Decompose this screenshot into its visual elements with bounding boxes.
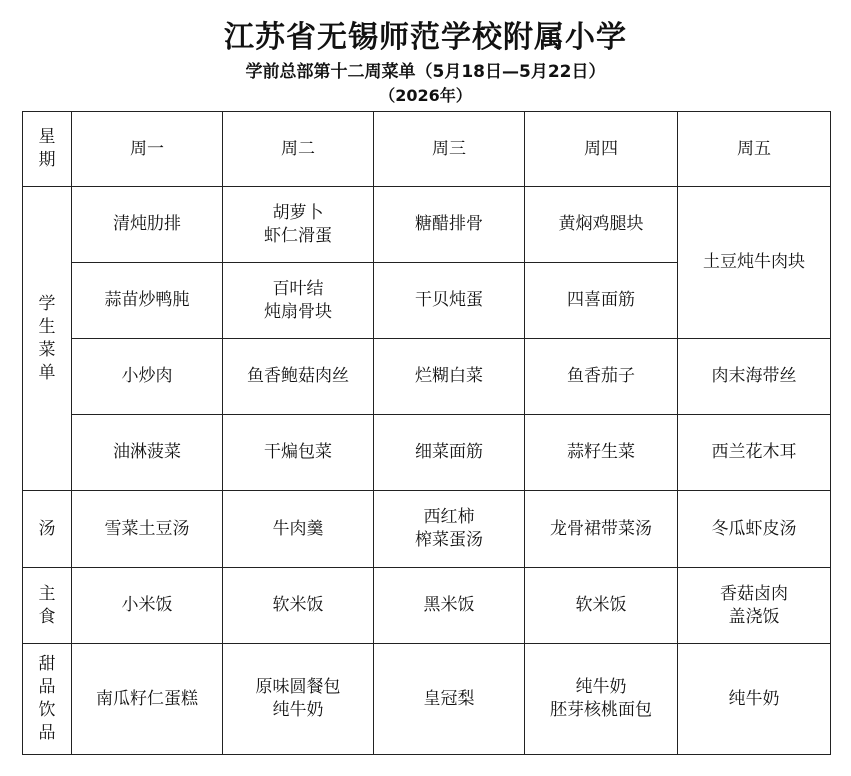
dish-name: 糖醋排骨	[415, 214, 483, 234]
dish-name: 纯牛奶	[575, 677, 627, 697]
menu-cell-thu	[525, 415, 678, 491]
menu-cell-fri	[678, 339, 831, 415]
dish-name: 皇冠梨	[423, 688, 475, 709]
dessert-cell-fri	[678, 644, 831, 755]
menu-cell-wed	[374, 339, 525, 415]
page-title: 江苏省无锡师范学校附属小学	[224, 20, 627, 55]
soup-cell-mon	[72, 491, 223, 568]
staple-cell-fri	[678, 568, 831, 644]
day-header-wed: 周三	[374, 112, 525, 187]
dish-name: 西红柿	[423, 507, 475, 527]
year-label: （2026年）	[379, 86, 472, 105]
menu-cell-fri	[678, 415, 831, 491]
corner-cell-weekday	[23, 112, 72, 187]
category-char: 甜	[38, 654, 56, 674]
category-char: 菜	[38, 339, 56, 360]
dish-name: 蒜籽生菜	[567, 442, 635, 462]
menu-cell-wed	[374, 187, 525, 263]
menu-cell-mon	[72, 187, 223, 263]
category-soup	[23, 491, 72, 568]
staple-cell-wed	[374, 568, 525, 644]
category-char: 饮	[38, 700, 56, 720]
menu-cell-mon	[72, 415, 223, 491]
menu-cell-tue	[223, 187, 374, 263]
menu-cell-mon	[72, 339, 223, 415]
student-menu-row-3	[23, 339, 831, 415]
menu-cell-thu	[525, 339, 678, 415]
menu-cell-thu	[525, 187, 678, 263]
dish-name: 黄焖鸡腿块	[558, 214, 644, 234]
menu-cell-tue	[223, 339, 374, 415]
category-char: 单	[38, 362, 56, 383]
dish-name: 牛肉羹	[272, 518, 324, 539]
dish-name: 软米饭	[272, 595, 324, 615]
dish-name: 西兰花木耳	[711, 442, 797, 462]
dish-name: 胚芽核桃面包	[550, 700, 652, 720]
category-char: 主	[38, 583, 56, 604]
dish-name: 盖浇饭	[728, 606, 780, 627]
dish-name: 南瓜籽仁蛋糕	[96, 688, 198, 709]
menu-table	[22, 111, 831, 755]
category-char: 汤	[38, 518, 56, 539]
category-char: 品	[38, 677, 56, 697]
soup-cell-fri	[678, 491, 831, 568]
menu-cell-thu	[525, 263, 678, 339]
soup-cell-tue	[223, 491, 374, 568]
staple-cell-mon	[72, 568, 223, 644]
dish-name: 龙骨裙带菜汤	[550, 518, 652, 539]
day-header-fri: 周五	[678, 112, 831, 187]
corner-char: 期	[38, 150, 56, 170]
staple-cell-tue	[223, 568, 374, 644]
dish-name: 干煸包菜	[264, 442, 332, 462]
dish-name: 鱼香鲍菇肉丝	[247, 366, 349, 386]
dish-name: 干贝炖蛋	[415, 290, 483, 310]
category-char: 学	[38, 293, 56, 314]
dish-name: 黑米饭	[423, 595, 475, 615]
dish-name: 烂糊白菜	[415, 366, 483, 386]
dish-name: 蒜苗炒鸭肫	[104, 290, 190, 310]
menu-cell-fri	[678, 187, 831, 339]
dish-name: 油淋菠菜	[113, 442, 181, 462]
dish-name: 纯牛奶	[272, 700, 324, 720]
dish-name: 小炒肉	[121, 366, 173, 386]
student-menu-row-1	[23, 187, 831, 263]
dessert-cell-thu	[525, 644, 678, 755]
staple-cell-thu	[525, 568, 678, 644]
dish-name: 冬瓜虾皮汤	[711, 518, 797, 539]
page-subtitle: 学前总部第十二周菜单（5月18日—5月22日）	[245, 62, 606, 82]
dish-name: 四喜面筋	[567, 290, 635, 310]
header-row	[23, 112, 831, 187]
category-student-menu	[23, 187, 72, 491]
dessert-cell-wed	[374, 644, 525, 755]
dish-name: 肉末海带丝	[711, 366, 797, 386]
dish-name: 榨菜蛋汤	[415, 530, 483, 550]
menu-cell-tue	[223, 415, 374, 491]
dish-name: 虾仁滑蛋	[264, 225, 332, 246]
dish-name: 鱼香茄子	[567, 366, 635, 386]
menu-cell-mon	[72, 263, 223, 339]
menu-cell-wed	[374, 415, 525, 491]
category-dessert	[23, 644, 72, 755]
soup-cell-thu	[525, 491, 678, 568]
dish-name: 清炖肋排	[113, 214, 181, 234]
dish-name: 软米饭	[575, 595, 627, 615]
dessert-cell-tue	[223, 644, 374, 755]
day-header-tue: 周二	[223, 112, 374, 187]
dessert-row	[23, 644, 831, 755]
dish-name: 雪菜土豆汤	[104, 518, 190, 539]
dish-name: 土豆炖牛肉块	[703, 252, 805, 272]
dish-name: 原味圆餐包	[255, 677, 341, 697]
soup-row	[23, 491, 831, 568]
category-char: 食	[38, 606, 56, 627]
day-header-thu: 周四	[525, 112, 678, 187]
category-char: 品	[38, 723, 56, 743]
dish-name: 纯牛奶	[728, 688, 780, 709]
student-menu-row-4	[23, 415, 831, 491]
dish-name: 小米饭	[121, 595, 173, 615]
day-header-mon: 周一	[72, 112, 223, 187]
dish-name: 百叶结	[272, 278, 324, 299]
soup-cell-wed	[374, 491, 525, 568]
staple-row	[23, 568, 831, 644]
category-char: 生	[38, 316, 56, 337]
menu-cell-wed	[374, 263, 525, 339]
corner-char: 星	[38, 127, 56, 147]
dish-name: 细菜面筋	[415, 442, 483, 462]
category-staple	[23, 568, 72, 644]
menu-cell-tue	[223, 263, 374, 339]
dish-name: 炖扇骨块	[264, 301, 332, 322]
dish-name: 胡萝卜	[272, 202, 324, 223]
dish-name: 香菇卤肉	[720, 583, 788, 604]
dessert-cell-mon	[72, 644, 223, 755]
